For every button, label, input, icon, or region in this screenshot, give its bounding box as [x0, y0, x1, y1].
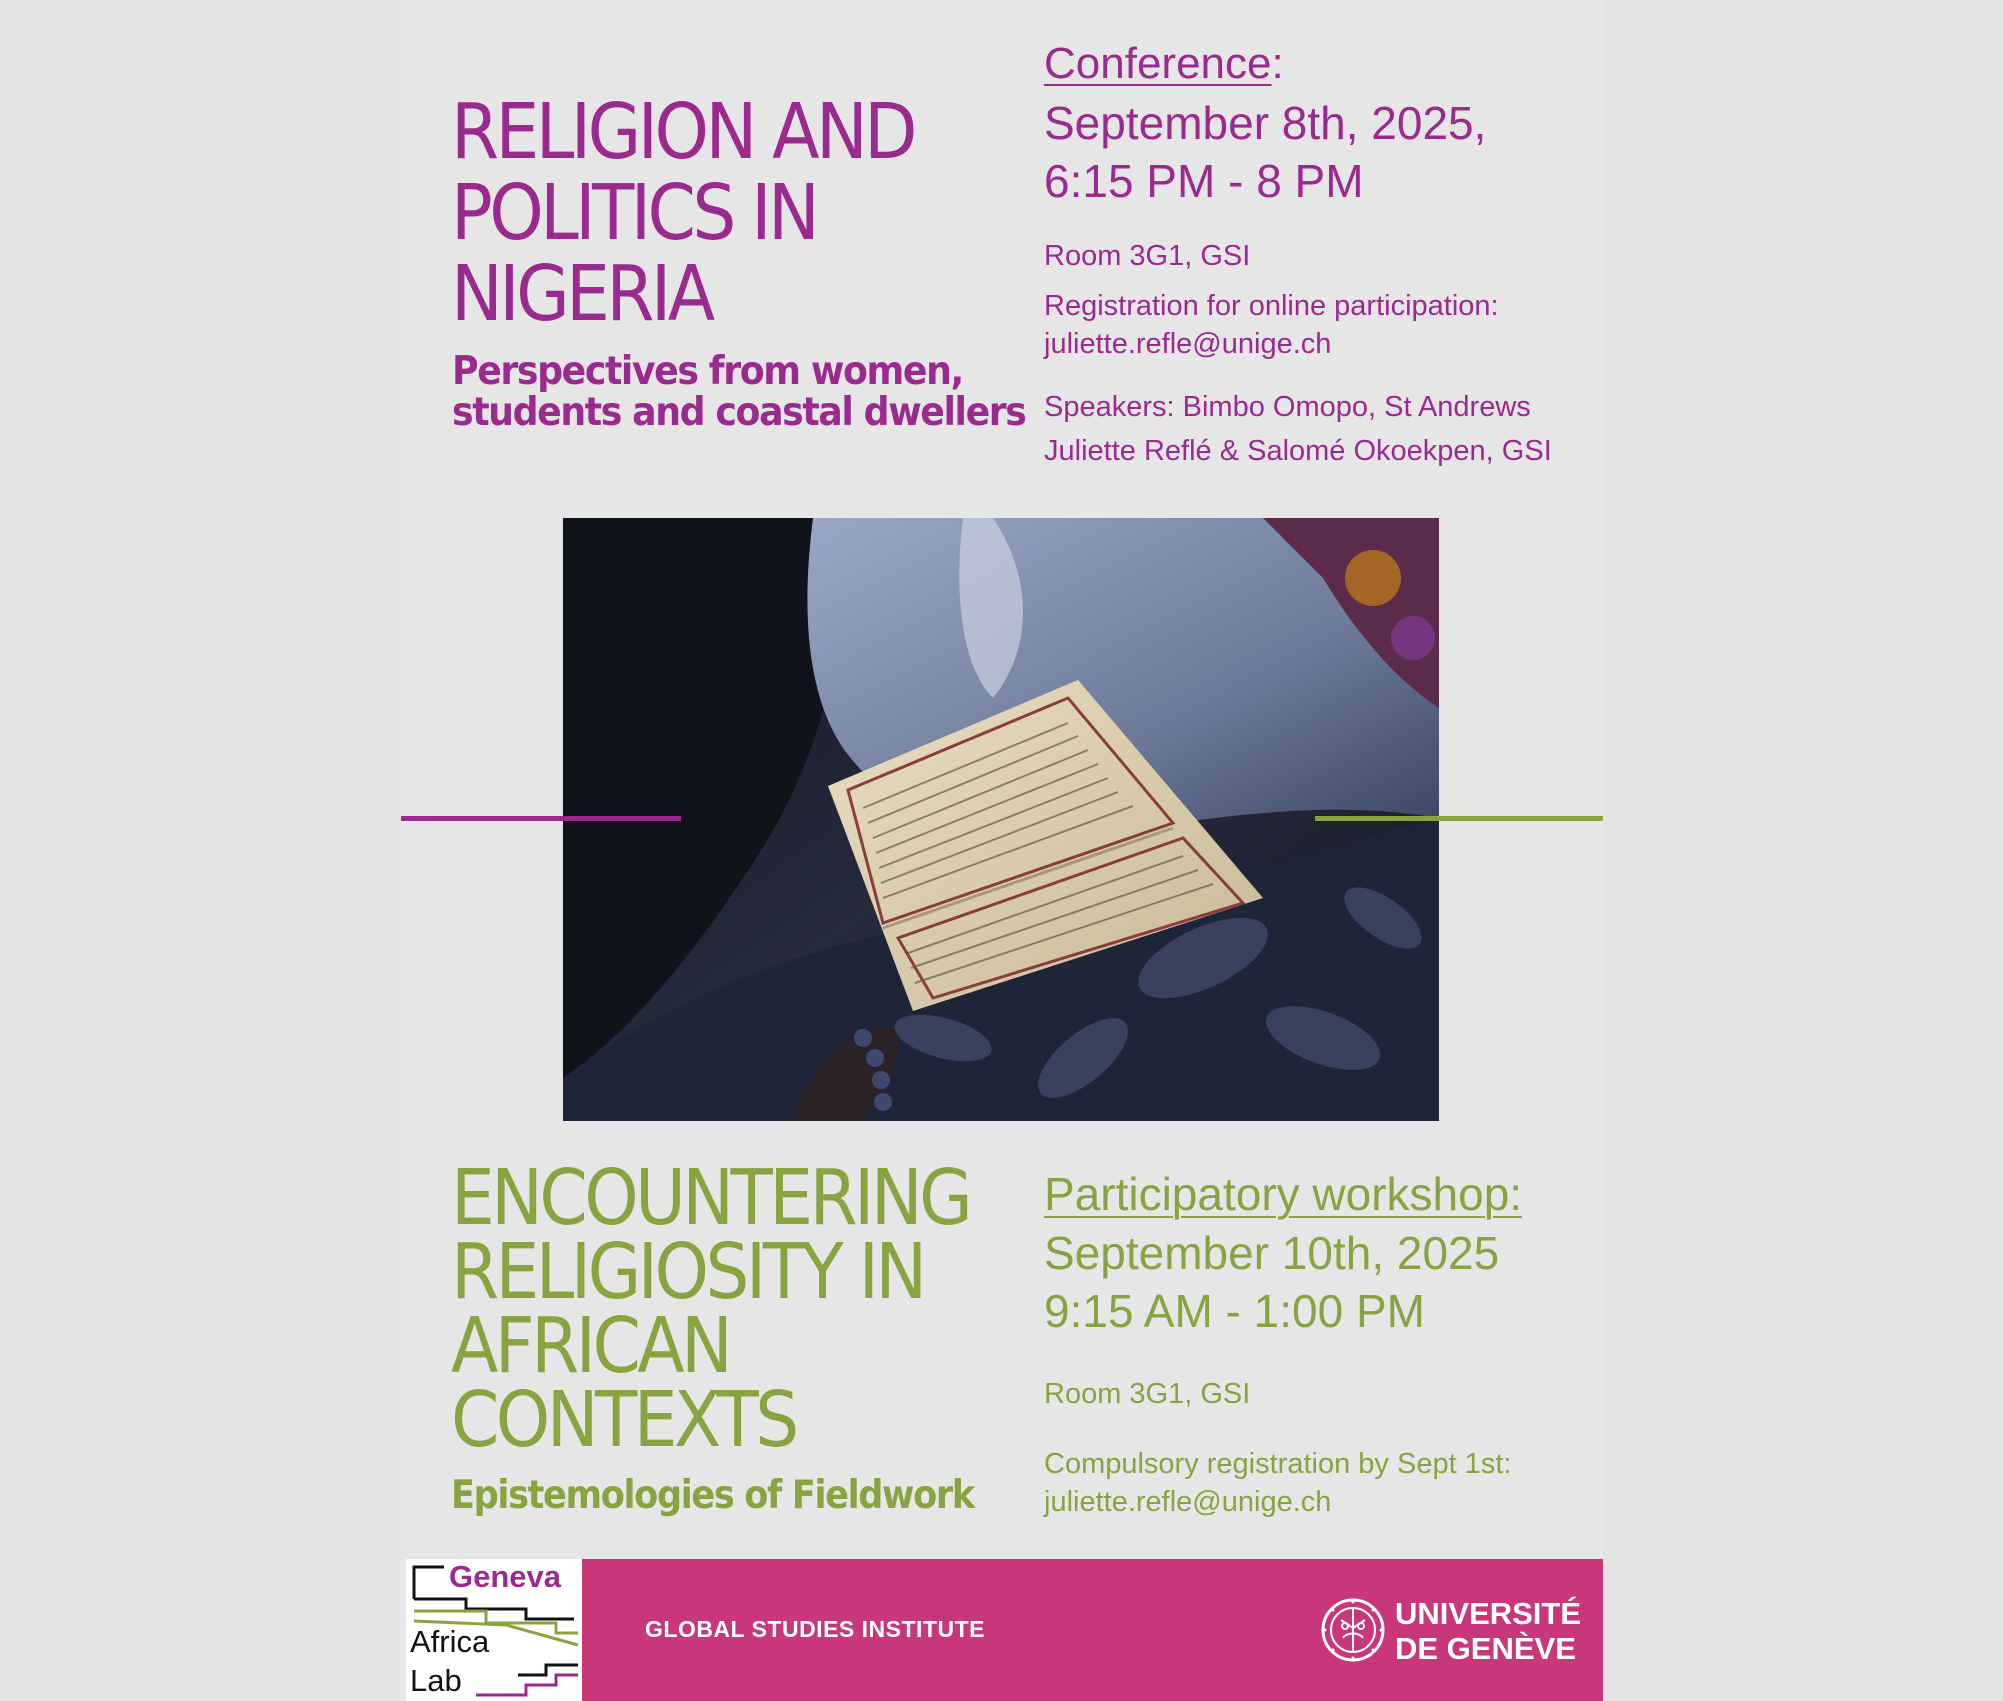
logo-text-africa: Africa [410, 1624, 490, 1659]
university-name-line: UNIVERSITÉ [1395, 1596, 1582, 1631]
quran-reading-photo [563, 518, 1439, 1121]
workshop-title-line: AFRICAN [451, 1302, 730, 1391]
conference-room: Room 3G1, GSI [1044, 240, 1251, 272]
conference-subtitle-line: Perspectives from women, [452, 349, 963, 394]
conference-title-line: POLITICS IN [451, 169, 817, 258]
conference-label [1044, 36, 1284, 92]
conference-title-line: NIGERIA [451, 250, 712, 339]
conference-registration-email[interactable]: juliette.refle@unige.ch [1044, 328, 1332, 360]
university-name-line: DE GENÈVE [1395, 1631, 1576, 1666]
green-divider-line [1315, 816, 1603, 821]
workshop-title-line: RELIGIOSITY IN [451, 1228, 924, 1317]
workshop-date: September 10th, 2025 [1044, 1227, 1500, 1279]
workshop-title-line: CONTEXTS [451, 1376, 796, 1465]
conference-speakers-line: Juliette Reflé & Salomé Okoekpen, GSI [1044, 435, 1552, 467]
workshop-time: 9:15 AM - 1:00 PM [1044, 1285, 1425, 1337]
conference-subtitle [452, 351, 1025, 433]
workshop-subtitle: Epistemologies of Fieldwork [451, 1473, 974, 1518]
conference-date: September 8th, 2025, [1044, 97, 1487, 149]
workshop-room: Room 3G1, GSI [1044, 1378, 1251, 1410]
workshop-label: Participatory workshop: [1044, 1168, 1523, 1220]
conference-registration-label: Registration for online participation: [1044, 290, 1499, 322]
workshop-title-line: ENCOUNTERING [451, 1154, 970, 1243]
workshop-registration-label: Compulsory registration by Sept 1st: [1044, 1448, 1512, 1480]
universite-de-geneve-label [1395, 1596, 1581, 1666]
workshop-title [451, 1154, 970, 1465]
workshop-datetime [1044, 1224, 1499, 1340]
conference-label-colon: : [1271, 39, 1284, 88]
logo-text-lab: Lab [410, 1663, 462, 1698]
conference-title [451, 88, 955, 339]
university-seal-icon [1321, 1598, 1385, 1662]
conference-datetime [1044, 94, 1486, 210]
conference-speakers-line: Speakers: Bimbo Omopo, St Andrews [1044, 391, 1531, 423]
conference-label-text: Conference [1044, 39, 1272, 88]
workshop-registration-email[interactable]: juliette.refle@unige.ch [1044, 1486, 1332, 1518]
logo-text-geneva: Geneva [449, 1559, 562, 1594]
conference-subtitle-line: students and coastal dwellers [452, 390, 1026, 435]
purple-divider-line [401, 816, 681, 821]
conference-time: 6:15 PM - 8 PM [1044, 155, 1364, 207]
global-studies-institute-label: GLOBAL STUDIES INSTITUTE [645, 1616, 985, 1642]
conference-title-line: RELIGION AND [451, 88, 914, 177]
